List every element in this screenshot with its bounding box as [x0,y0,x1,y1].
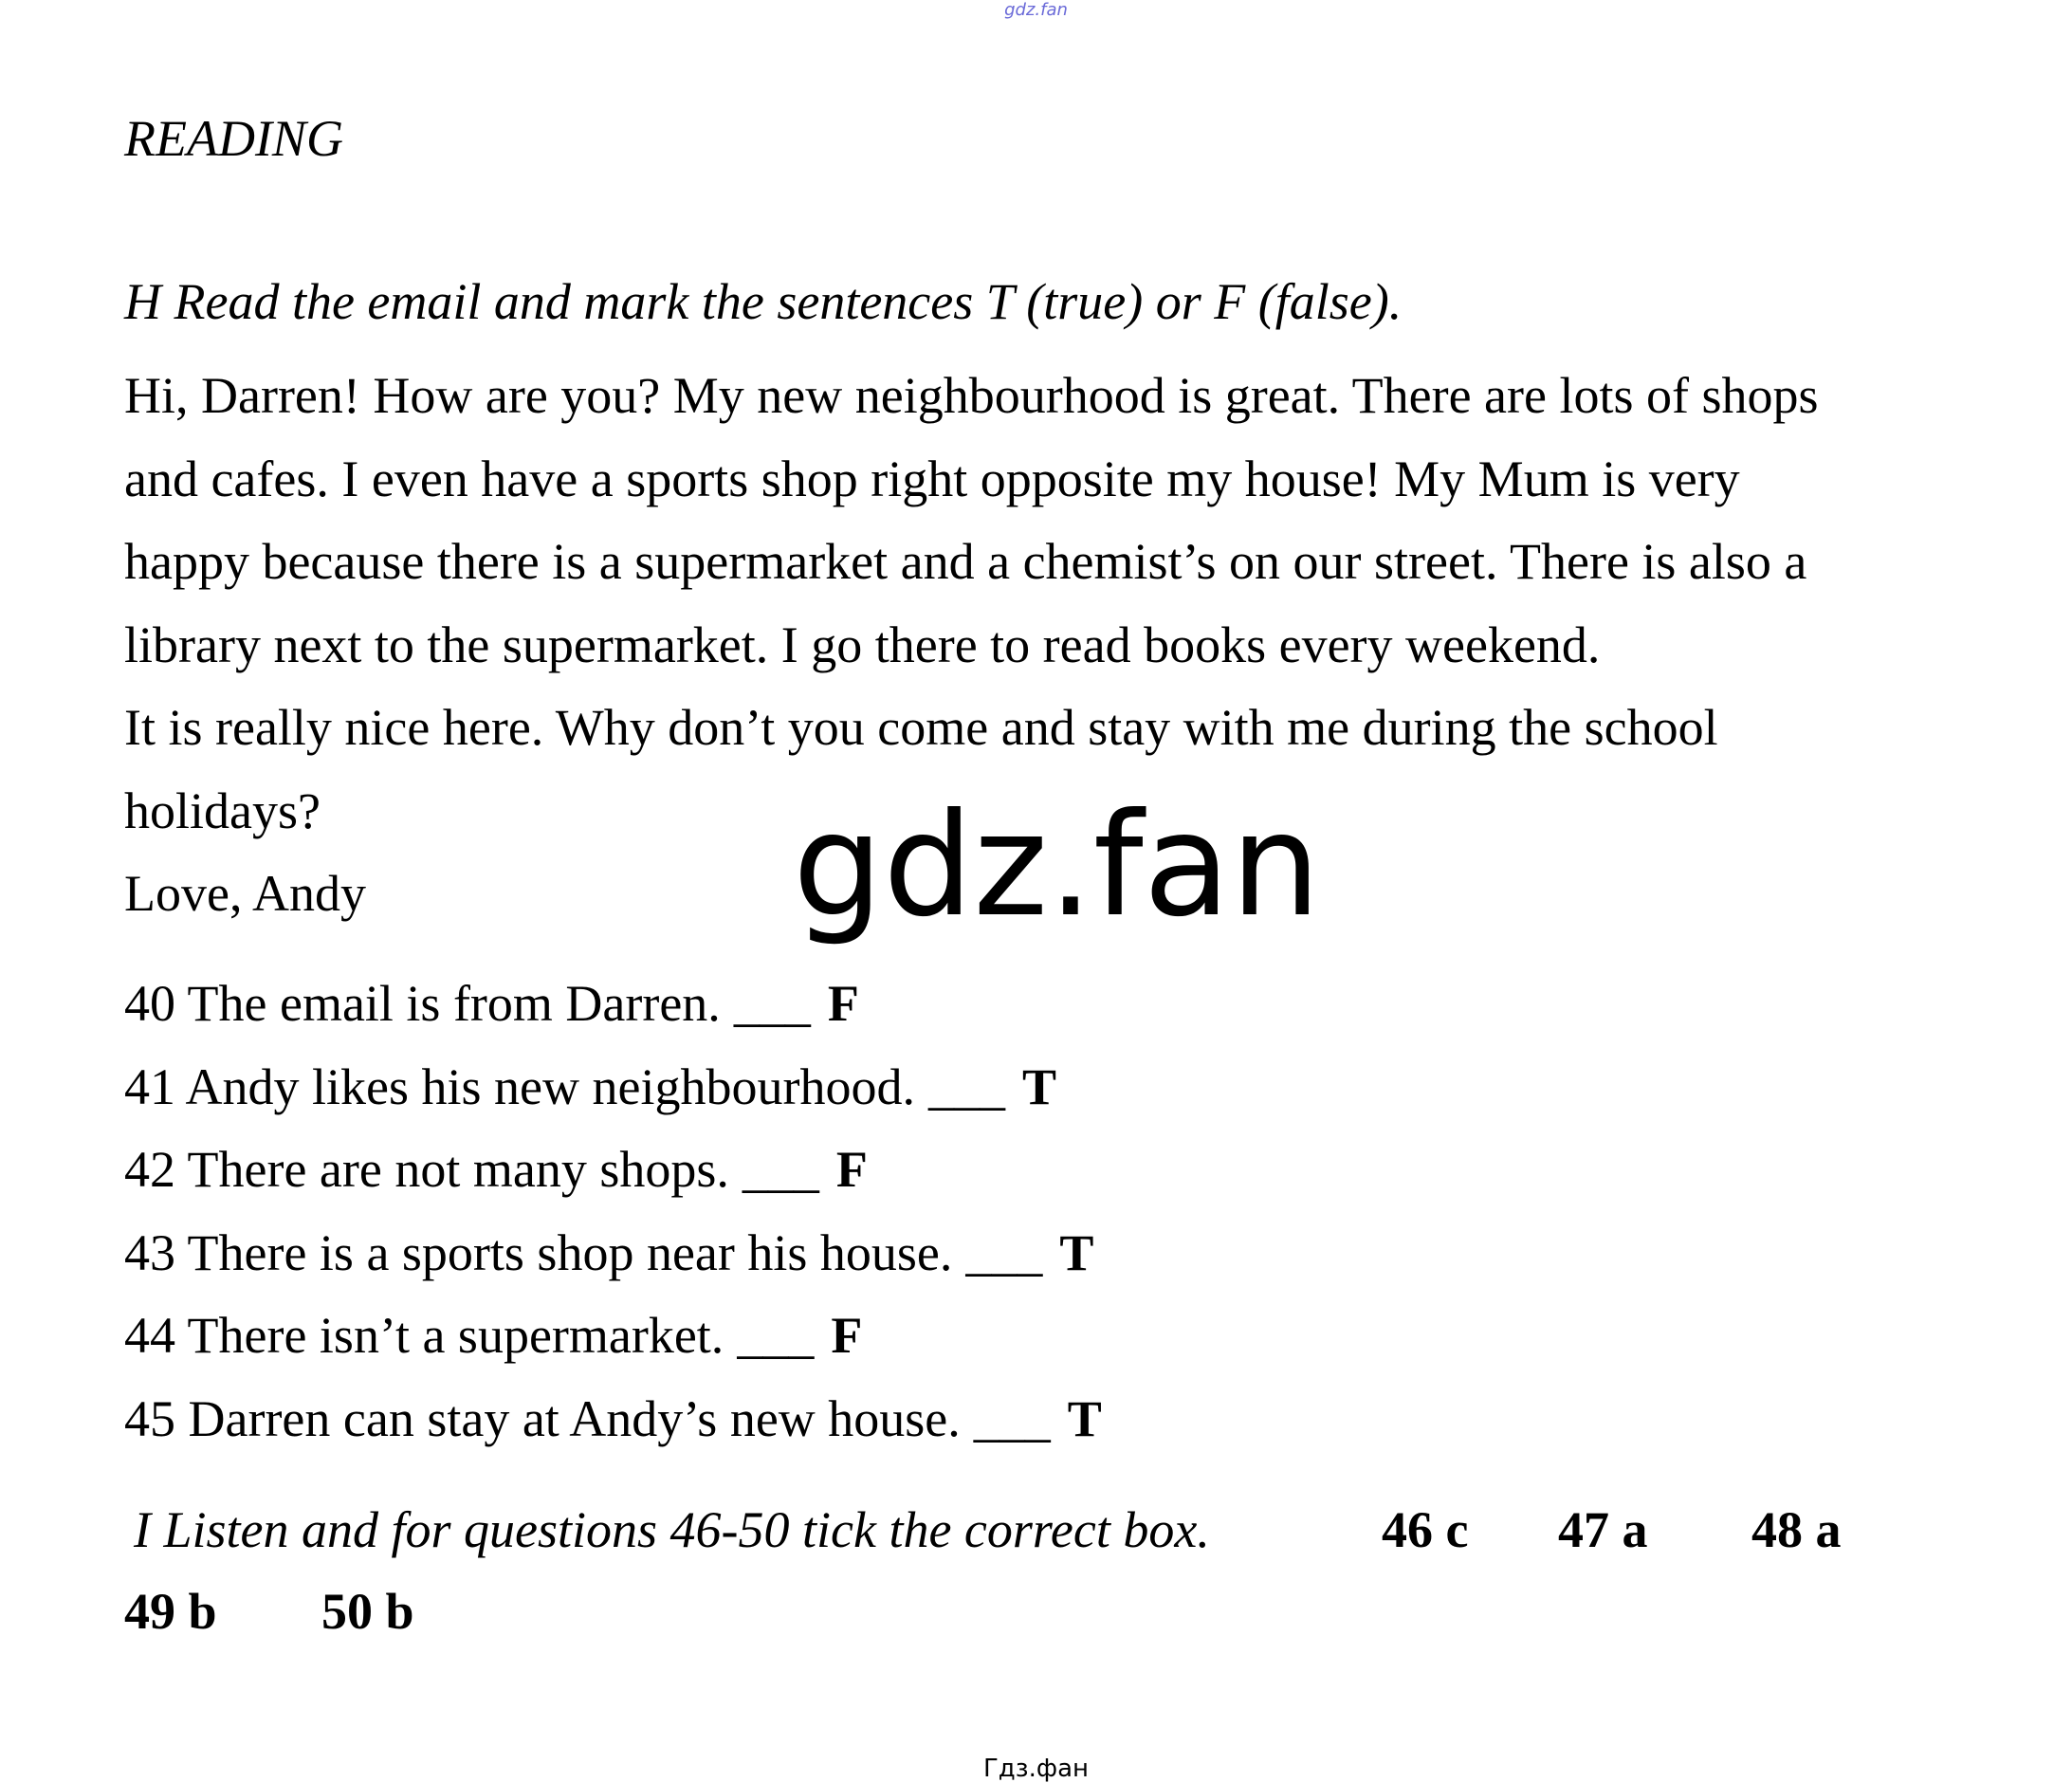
email-line: holidays? [124,781,321,839]
answer-blank: ___ [733,975,811,1032]
question-answer: F [835,1141,868,1198]
question-row [124,1295,1102,1378]
answer-blank: ___ [737,1307,815,1364]
email-line: It is really nice here. Why don’t you come and stay with me during the school [124,699,1718,756]
question-text: 44 There isn’t a supermarket. [124,1307,724,1364]
top-watermark: gdz.fan [1004,0,1068,20]
question-row [124,1212,1102,1296]
answer-blank: ___ [742,1141,819,1198]
question-text: 45 Darren can stay at Andy’s new house. [124,1389,961,1447]
answer-blank: ___ [927,1057,1005,1115]
question-row [124,963,1102,1046]
question-answer: F [827,975,859,1032]
email-line: happy because there is a supermarket and a chemist’s on our street. There is also a [124,533,1807,590]
listening-answer: 46 c [1382,1501,1469,1558]
answer-blank: ___ [965,1223,1043,1281]
bottom-watermark: Гдз.фан [982,1755,1090,1783]
email-line: library next to the supermarket. I go there to read books every weekend. [124,616,1601,673]
question-text: 41 Andy likes his new neighbourhood. [124,1057,915,1115]
listening-answer: 47 a [1558,1501,1648,1558]
question-text: 42 There are not many shops. [124,1141,729,1198]
question-answer: T [1059,1223,1094,1281]
section-title: READING [124,110,343,167]
answer-blank: ___ [973,1389,1051,1447]
center-watermark: gdz.fan [793,783,1321,948]
question-row [124,1129,1102,1212]
task-i-instruction: I Listen and for questions 46-50 tick the correct box. [134,1501,1210,1558]
listening-answer: 50 b [321,1583,414,1640]
question-answer: T [1021,1057,1056,1115]
question-answer: F [831,1307,863,1364]
question-text: 40 The email is from Darren. [124,975,721,1032]
email-line: and cafes. I even have a sports shop right opposite my house! My Mum is very [124,450,1740,507]
question-row [124,1378,1102,1461]
email-line: Hi, Darren! How are you? My new neighbourhood is great. There are lots of shops [124,367,1819,424]
listening-answer: 48 a [1751,1501,1842,1558]
email-signature: Love, Andy [124,865,366,922]
task-h-instruction: H Read the email and mark the sentences T (true) or F (false). [124,273,1403,330]
listening-answer: 49 b [124,1583,217,1640]
question-answer: T [1067,1389,1102,1447]
question-text: 43 There is a sports shop near his house. [124,1223,953,1281]
question-list [124,963,1102,1461]
question-row [124,1046,1102,1130]
